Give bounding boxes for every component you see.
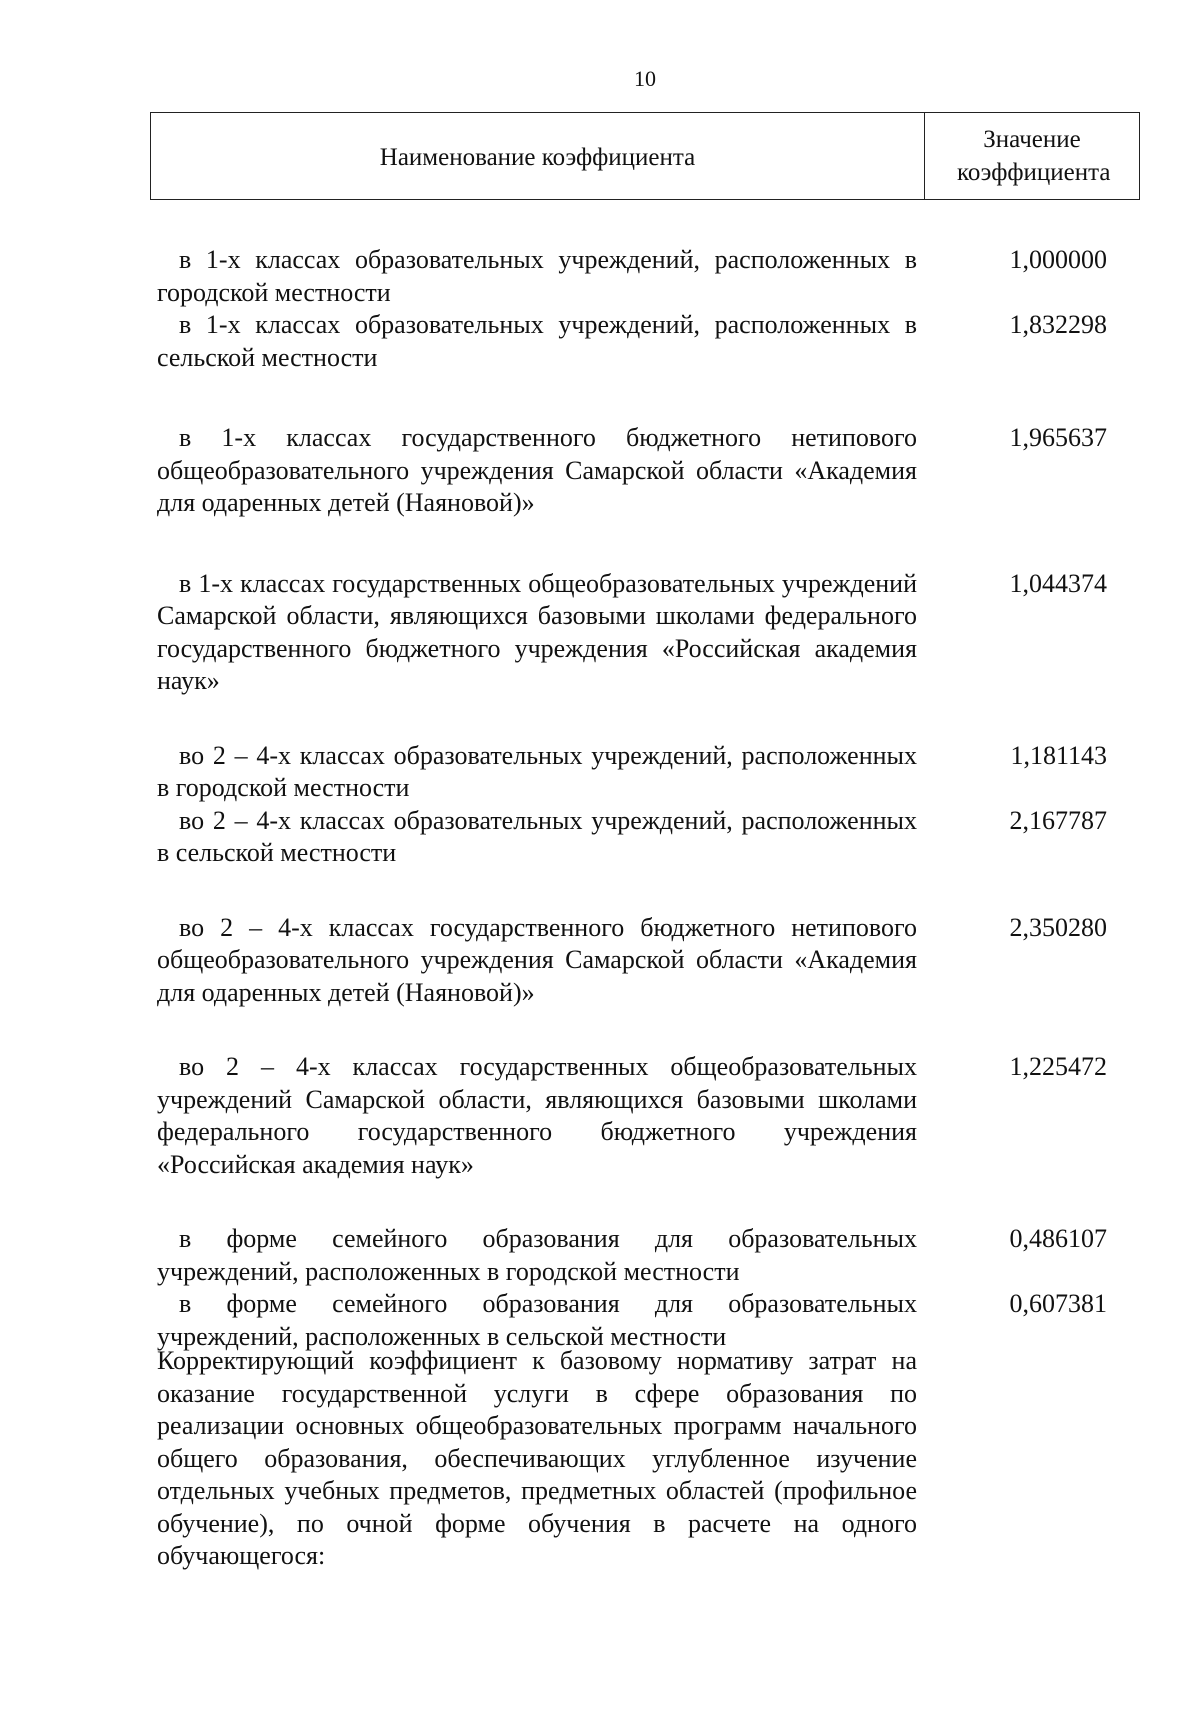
- table-row: [157, 912, 1117, 1010]
- row-spacer: [157, 1181, 1117, 1223]
- row-description: в 1-х классах образовательных учреждений, расположенных в городской местности: [157, 245, 917, 307]
- row-description: в 1-х классах государственного бюджетного нетипового общеобразовательного учреждения Самарской области «Академия для одаренных детей (Наяновой)»: [157, 423, 917, 517]
- coefficient-value-header-label: Значение коэффициента: [957, 126, 1111, 186]
- table-row: [157, 244, 1117, 309]
- row-value: 2,350280: [1009, 912, 1107, 942]
- table-row: [157, 740, 1117, 805]
- row-spacer: [157, 870, 1117, 912]
- row-description: во 2 – 4-х классах образовательных учреждений, расположенных в сельской местности: [157, 805, 917, 867]
- row-spacer: [157, 520, 1117, 568]
- row-description: в 1-х классах государственных общеобразовательных учреждений Самарской области, являющихся базовыми школами федерального государственного бюджетного учреждения «Российская академия наук»: [157, 568, 917, 695]
- row-spacer: [157, 374, 1117, 422]
- row-value: 2,167787: [1009, 805, 1107, 835]
- row-value: 1,000000: [1009, 245, 1107, 274]
- row-spacer: [157, 1009, 1117, 1051]
- row-description: во 2 – 4-х классах образовательных учреждений, расположенных в городской местности: [157, 740, 917, 802]
- table-row: [157, 422, 1117, 520]
- table-row: [157, 805, 1117, 870]
- row-value: 0,486107: [1009, 1224, 1107, 1253]
- table-row: [157, 1288, 1117, 1353]
- coefficient-value-header: [925, 113, 1139, 199]
- table-row: [157, 568, 1117, 698]
- row-value: 1,225472: [1009, 1052, 1107, 1081]
- coefficient-table-body: [157, 244, 1117, 1353]
- table-header: [150, 112, 1140, 200]
- row-description: во 2 – 4-х классах государственного бюджетного нетипового общеобразовательного учреждения Самарской области «Академия для одаренных детей (Наяновой)»: [157, 912, 917, 1007]
- row-spacer: [157, 698, 1117, 740]
- row-value: 0,607381: [1009, 1289, 1107, 1318]
- row-value: 1,181143: [1010, 740, 1107, 770]
- corrective-coefficient-paragraph: Корректирующий коэффициент к базовому нормативу затрат на оказание государственной услуги в сфере образования по реализации основных общеобразовательных программ начального общего образования, обеспечивающих углубленное изучение отдельных учебных предметов, предметных областей (профильное обучение), по очной форме обучения в расчете на одного обучающегося:: [157, 1346, 917, 1570]
- coefficient-name-header: Наименование коэффициента: [151, 113, 925, 199]
- row-value: 1,832298: [1009, 310, 1107, 339]
- table-row: [157, 309, 1117, 374]
- row-description: в форме семейного образования для образовательных учреждений, расположенных в городской местности: [157, 1224, 917, 1286]
- table-row: [157, 1223, 1117, 1288]
- table-row: [157, 1051, 1117, 1181]
- row-value: 1,965637: [1009, 423, 1107, 452]
- row-description: в форме семейного образования для образовательных учреждений, расположенных в сельской местности: [157, 1289, 917, 1351]
- page-number: 10: [634, 66, 656, 91]
- row-description: в 1-х классах образовательных учреждений, расположенных в сельской местности: [157, 310, 917, 372]
- row-value: 1,044374: [1009, 568, 1107, 598]
- row-description: во 2 – 4-х классах государственных общеобразовательных учреждений Самарской области, являющихся базовыми школами федерального государственного бюджетного учреждения «Российская академия наук»: [157, 1052, 917, 1179]
